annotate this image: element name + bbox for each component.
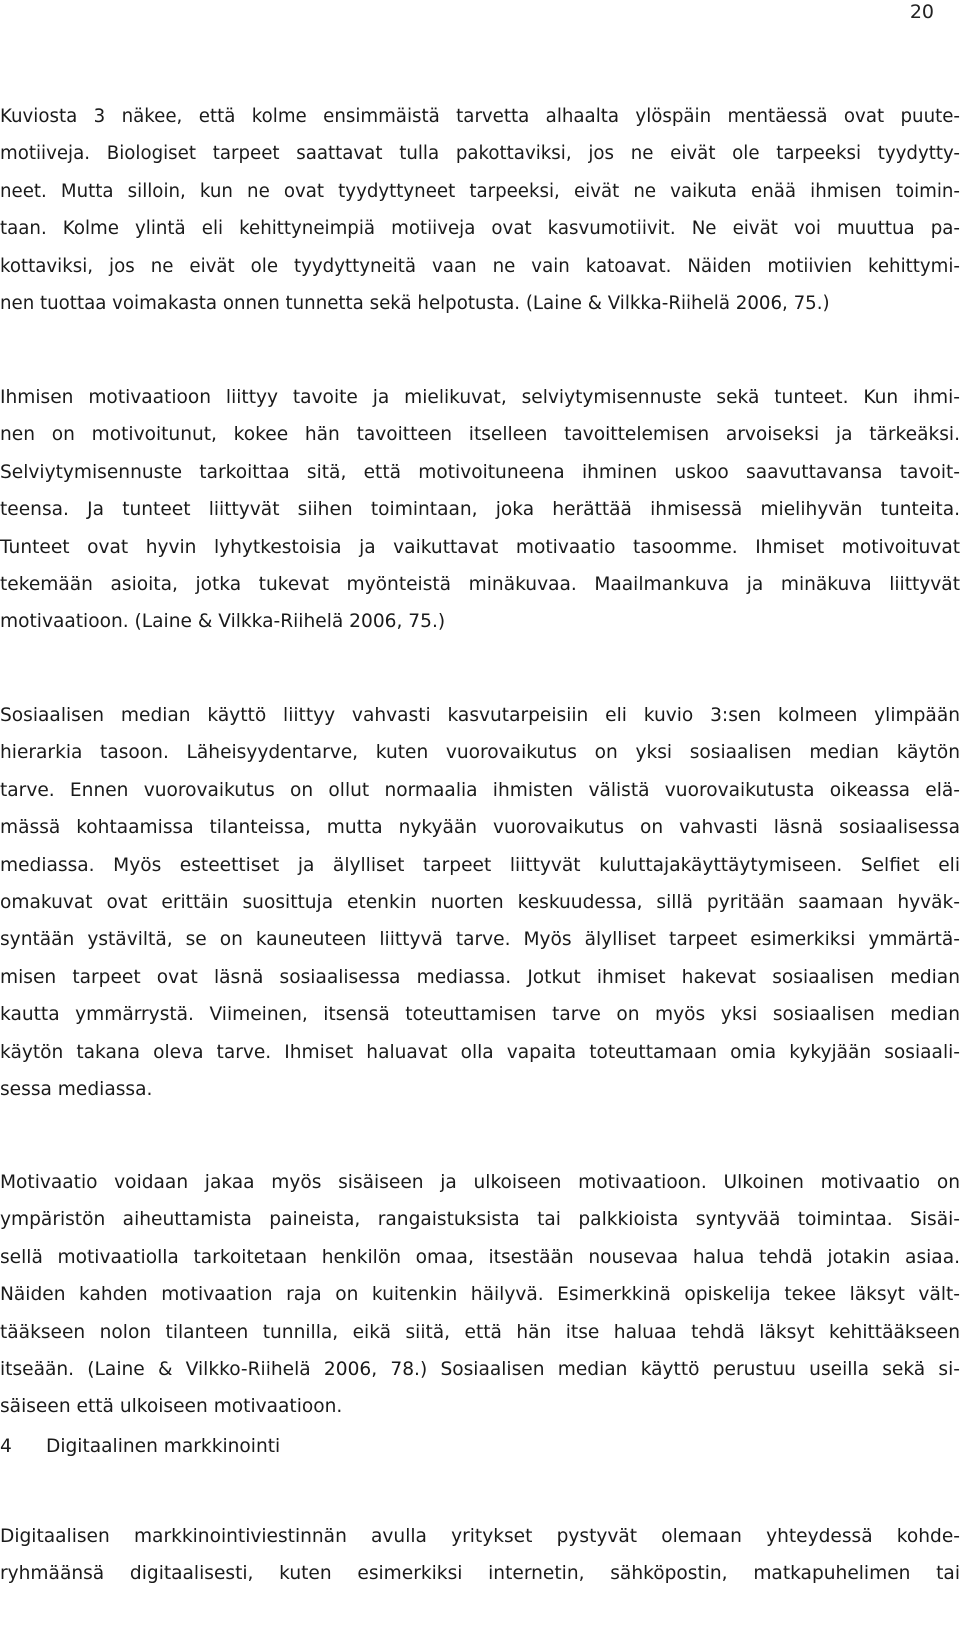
paragraph-line: Motivaatio voidaan jakaa myös sisäiseen ja ulkoiseen motivaatioon. Ulkoinen motivaatio on bbox=[0, 1172, 960, 1193]
paragraph-line: sessa mediassa. bbox=[0, 1078, 153, 1100]
paragraph-line: motivaatioon. (Laine & Vilkka-Riihelä 2006, 75.) bbox=[0, 611, 446, 633]
paragraph-line: nen on motivoitunut, kokee hän tavoitteen itselleen tavoittelemisen arvoiseksi ja tärkeäksi. bbox=[0, 424, 960, 446]
paragraph-line: kottaviksi, jos ne eivät ole tyydyttyneitä vaan ne vain katoavat. Näiden motiivien kehittymi- bbox=[0, 255, 960, 277]
paragraph-line: säiseen että ulkoiseen motivaatioon. bbox=[0, 1396, 343, 1418]
paragraph-line: tekemään asioita, jotka tukevat myönteistä minäkuvaa. Maailmankuva ja minäkuva liittyvät bbox=[0, 573, 960, 595]
paragraph-3 bbox=[0, 697, 960, 1108]
paragraph-line: omakuvat ovat erittäin suosittuja etenkin nuorten keskuudessa, sillä pyritään saamaan hyväk- bbox=[0, 891, 960, 913]
paragraph-line: Digitaalisen markkinointiviestinnän avulla yritykset pystyvät olemaan yhteydessä kohde- bbox=[0, 1526, 960, 1547]
paragraph-line: mediassa. Myös esteettiset ja älylliset tarpeet liittyvät kuluttajakäyttäytymiseen. Selfiet eli bbox=[0, 854, 960, 876]
paragraph-line: syntään ystäviltä, se on kauneuteen liittyvä tarve. Myös älylliset tarpeet esimerkiksi ymmärtä- bbox=[0, 929, 960, 951]
paragraph-line: ympäristön aiheuttamista paineista, rangaistuksista tai palkkioista syntyvää toimintaa. Sisäi- bbox=[0, 1209, 960, 1231]
paragraph-line: nen tuottaa voimakasta onnen tunnetta sekä helpotusta. (Laine & Vilkka-Riihelä 2006, 75.) bbox=[0, 292, 830, 314]
paragraph-line: kautta ymmärrystä. Viimeinen, itsensä toteuttamisen tarve on myös yksi sosiaalisen median bbox=[0, 1004, 960, 1026]
paragraph-line: mässä kohtaamissa tilanteissa, mutta nykyään vuorovaikutus on vahvasti läsnä sosiaalisessa bbox=[0, 817, 960, 839]
paragraph-2 bbox=[0, 379, 960, 641]
paragraph-line: itseään. (Laine & Vilkko-Riihelä 2006, 78.) Sosiaalisen median käyttö perustuu useilla sekä si- bbox=[0, 1358, 960, 1380]
paragraph-4 bbox=[0, 1164, 960, 1426]
paragraph-line: Tunteet ovat hyvin lyhytkestoisia ja vaikuttavat motivaatio tasoomme. Ihmiset motivoituvat bbox=[0, 536, 960, 558]
paragraph-line: Sosiaalisen median käyttö liittyy vahvasti kasvutarpeisiin eli kuvio 3:sen kolmeen ylimpään bbox=[0, 705, 960, 726]
page-number: 20 bbox=[909, 1, 934, 23]
paragraph-5 bbox=[0, 1518, 960, 1593]
section-heading bbox=[0, 1428, 280, 1465]
section-title: Digitaalinen markkinointi bbox=[46, 1436, 281, 1457]
paragraph-line: neet. Mutta silloin, kun ne ovat tyydyttyneet tarpeeksi, eivät ne vaikuta enää ihmisen toimin- bbox=[0, 180, 960, 202]
paragraph-line: motiiveja. Biologiset tarpeet saattavat tulla pakottaviksi, jos ne eivät ole tarpeeksi tyydytty- bbox=[0, 143, 960, 165]
paragraph-line: tääkseen nolon tilanteen tunnilla, eikä siitä, että hän itse haluaa tehdä läksyt kehittääkseen bbox=[0, 1321, 960, 1343]
paragraph-line: Kuviosta 3 näkee, että kolme ensimmäistä tarvetta alhaalta ylöspäin mentäessä ovat puute- bbox=[0, 106, 960, 127]
paragraph-line: Näiden kahden motivaation raja on kuitenkin häilyvä. Esimerkkinä opiskelija tekee läksyt vält- bbox=[0, 1284, 960, 1306]
paragraph-line: tarve. Ennen vuorovaikutus on ollut normaalia ihmisten välistä vuorovaikutusta oikeassa elä- bbox=[0, 779, 960, 801]
section-number: 4 bbox=[0, 1436, 12, 1457]
paragraph-line: hierarkia tasoon. Läheisyydentarve, kuten vuorovaikutus on yksi sosiaalisen median käytön bbox=[0, 742, 960, 764]
paragraph-line: Ihmisen motivaatioon liittyy tavoite ja mielikuvat, selviytymisennuste sekä tunteet. Kun ihmi- bbox=[0, 387, 960, 408]
paragraph-1 bbox=[0, 98, 960, 322]
paragraph-line: taan. Kolme ylintä eli kehittyneimpiä motiiveja ovat kasvumotiivit. Ne eivät voi muuttua pa- bbox=[0, 218, 960, 240]
paragraph-line: käytön takana oleva tarve. Ihmiset haluavat olla vapaita toteuttamaan omia kykyjään sosiaali- bbox=[0, 1041, 960, 1063]
paragraph-line: misen tarpeet ovat läsnä sosiaalisessa mediassa. Jotkut ihmiset hakevat sosiaalisen median bbox=[0, 966, 960, 988]
paragraph-line: sellä motivaatiolla tarkoitetaan henkilön omaa, itsestään nousevaa halua tehdä jotakin asiaa. bbox=[0, 1246, 960, 1268]
paragraph-line: Selviytymisennuste tarkoittaa sitä, että motivoituneena ihminen uskoo saavuttavansa tavoit- bbox=[0, 461, 960, 483]
paragraph-line: teensa. Ja tunteet liittyvät siihen toimintaan, joka herättää ihmisessä mielihyvän tunteita. bbox=[0, 499, 960, 521]
paragraph-line: ryhmäänsä digitaalisesti, kuten esimerkiksi internetin, sähköpostin, matkapuhelimen tai bbox=[0, 1563, 960, 1585]
